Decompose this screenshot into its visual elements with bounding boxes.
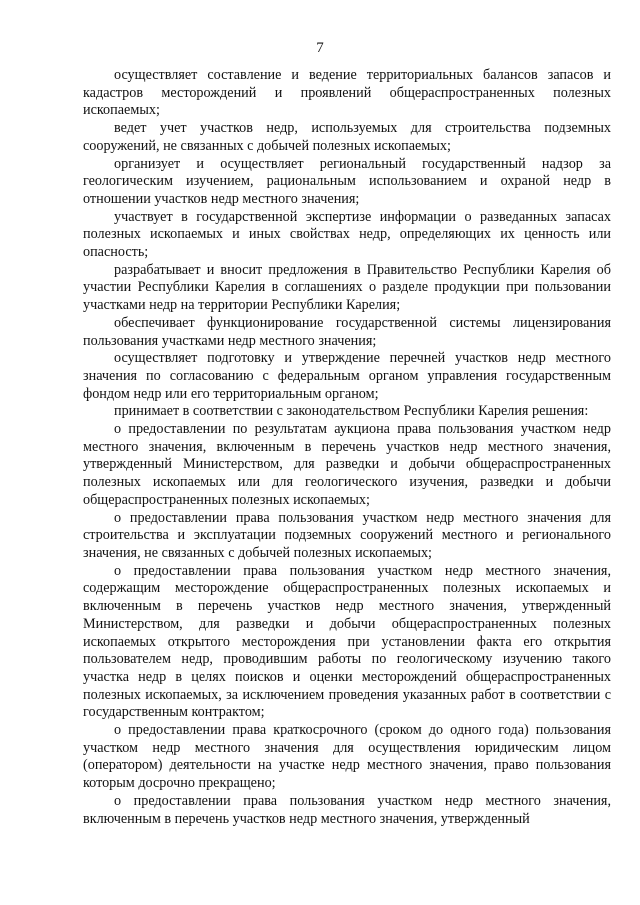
paragraph-9: о предоставлении по результатам аукциона права пользования участком недр местного значения, включенным в перечень участков недр местного значения, утвержденный Министерством, для разведки и добычи общераспространенных полезных ископаемых или для геологического изучения, разведки и добычи общераспространенных полезных ископаемых; xyxy=(83,421,611,508)
paragraph-1: осуществляет составление и ведение территориальных балансов запасов и кадастров месторождений и проявлений общераспространенных полезных ископаемых; xyxy=(83,67,611,119)
paragraph-6: обеспечивает функционирование государственной системы лицензирования пользования участками недр местного значения; xyxy=(83,314,611,349)
paragraph-2: ведет учет участков недр, используемых для строительства подземных сооружений, не связанных с добычей полезных ископаемых; xyxy=(83,120,611,154)
paragraph-3: организует и осуществляет региональный государственный надзор за геологическим изучением, рациональным использованием и охраной недр в отношении участков недр местного значения; xyxy=(83,155,611,207)
page-number: 7 xyxy=(316,40,324,56)
paragraph-8: принимает в соответствии с законодательством Республики Карелия решения: xyxy=(114,403,589,420)
document-body xyxy=(83,67,611,828)
paragraph-4: участвует в государственной экспертизе информации о разведанных запасах полезных ископаемых и иных свойствах недр, определяющих их ценность или опасность; xyxy=(83,208,611,261)
paragraph-5: разрабатывает и вносит предложения в Правительство Республики Карелия об участии Республики Карелия в соглашениях о разделе продукции при пользовании участками недр на территории Республики Карелия; xyxy=(83,261,611,314)
paragraph-13: о предоставлении права пользования участком недр местного значения, включенным в перечень участков недр местного значения, утвержденный xyxy=(83,792,611,827)
paragraph-10: о предоставлении права пользования участком недр местного значения для строительства и эксплуатации подземных сооружений местного и регионального значения, не связанных с добычей полезных ископаемых; xyxy=(83,509,611,561)
paragraph-11: о предоставлении права пользования участком недр местного значения, содержащим месторождение общераспространенных полезных ископаемых и включенным в перечень участков недр местного значения, утвержденный Министерством, для разведки и добычи общераспространенных полезных ископаемых открытого месторождения при установлении факта его открытия пользователем недр, проводившим работы по геологическому изучению такого участка недр в целях поисков и оценки месторождений общераспространенных полезных ископаемых, за исключением проведения указанных работ в соответствии с государственным контрактом; xyxy=(83,562,611,721)
paragraph-7: осуществляет подготовку и утверждение перечней участков недр местного значения по согласованию с федеральным органом управления государственным фондом недр или его территориальным органом; xyxy=(83,350,611,402)
paragraph-12: о предоставлении права краткосрочного (сроком до одного года) пользования участком недр местного значения для осуществления юридическим лицом (оператором) деятельности на участке недр местного значения, право пользования которым досрочно прекращено; xyxy=(83,722,611,792)
